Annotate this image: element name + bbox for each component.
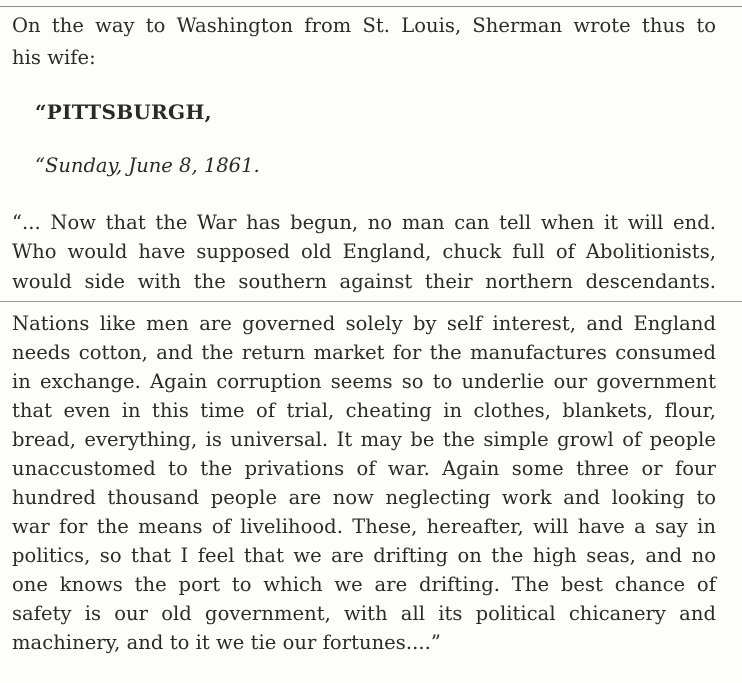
body-line: that even in this time of trial, cheating in clothes, blankets, flour, <box>12 399 716 422</box>
letter-heading: “PITTSBURGH, <box>35 100 212 124</box>
top-rule <box>0 6 742 7</box>
body-line: Nations like men are governed solely by self interest, and England <box>12 312 716 335</box>
body-line: needs cotton, and the return market for the manufactures consumed <box>12 341 716 364</box>
body-line: politics, so that I feel that we are drifting on the high seas, and no <box>12 544 716 567</box>
body-line: “... Now that the War has begun, no man can tell when it will end. <box>12 211 716 234</box>
body-line: bread, everything, is universal. It may be the simple growl of people <box>12 428 716 451</box>
body-line: machinery, and to it we tie our fortunes....” <box>12 631 441 654</box>
body-line: one knows the port to which we are drifting. The best chance of <box>12 573 716 596</box>
intro-line: his wife: <box>12 46 96 69</box>
body-line: Who would have supposed old England, chuck full of Abolitionists, <box>12 240 716 263</box>
intro-line: On the way to Washington from St. Louis, Sherman wrote thus to <box>12 14 716 37</box>
body-line: safety is our old government, with all its political chicanery and <box>12 602 716 625</box>
letter-dateline: “Sunday, June 8, 1861. <box>35 154 260 177</box>
body-line: in exchange. Again corruption seems so to underlie our government <box>12 370 716 393</box>
body-line: unaccustomed to the privations of war. Again some three or four <box>12 457 716 480</box>
body-line: would side with the southern against their northern descendants. <box>12 270 716 293</box>
page-seam-rule <box>0 301 742 302</box>
body-line: war for the means of livelihood. These, hereafter, will have a say in <box>12 515 716 538</box>
body-line: hundred thousand people are now neglecting work and looking to <box>12 486 716 509</box>
